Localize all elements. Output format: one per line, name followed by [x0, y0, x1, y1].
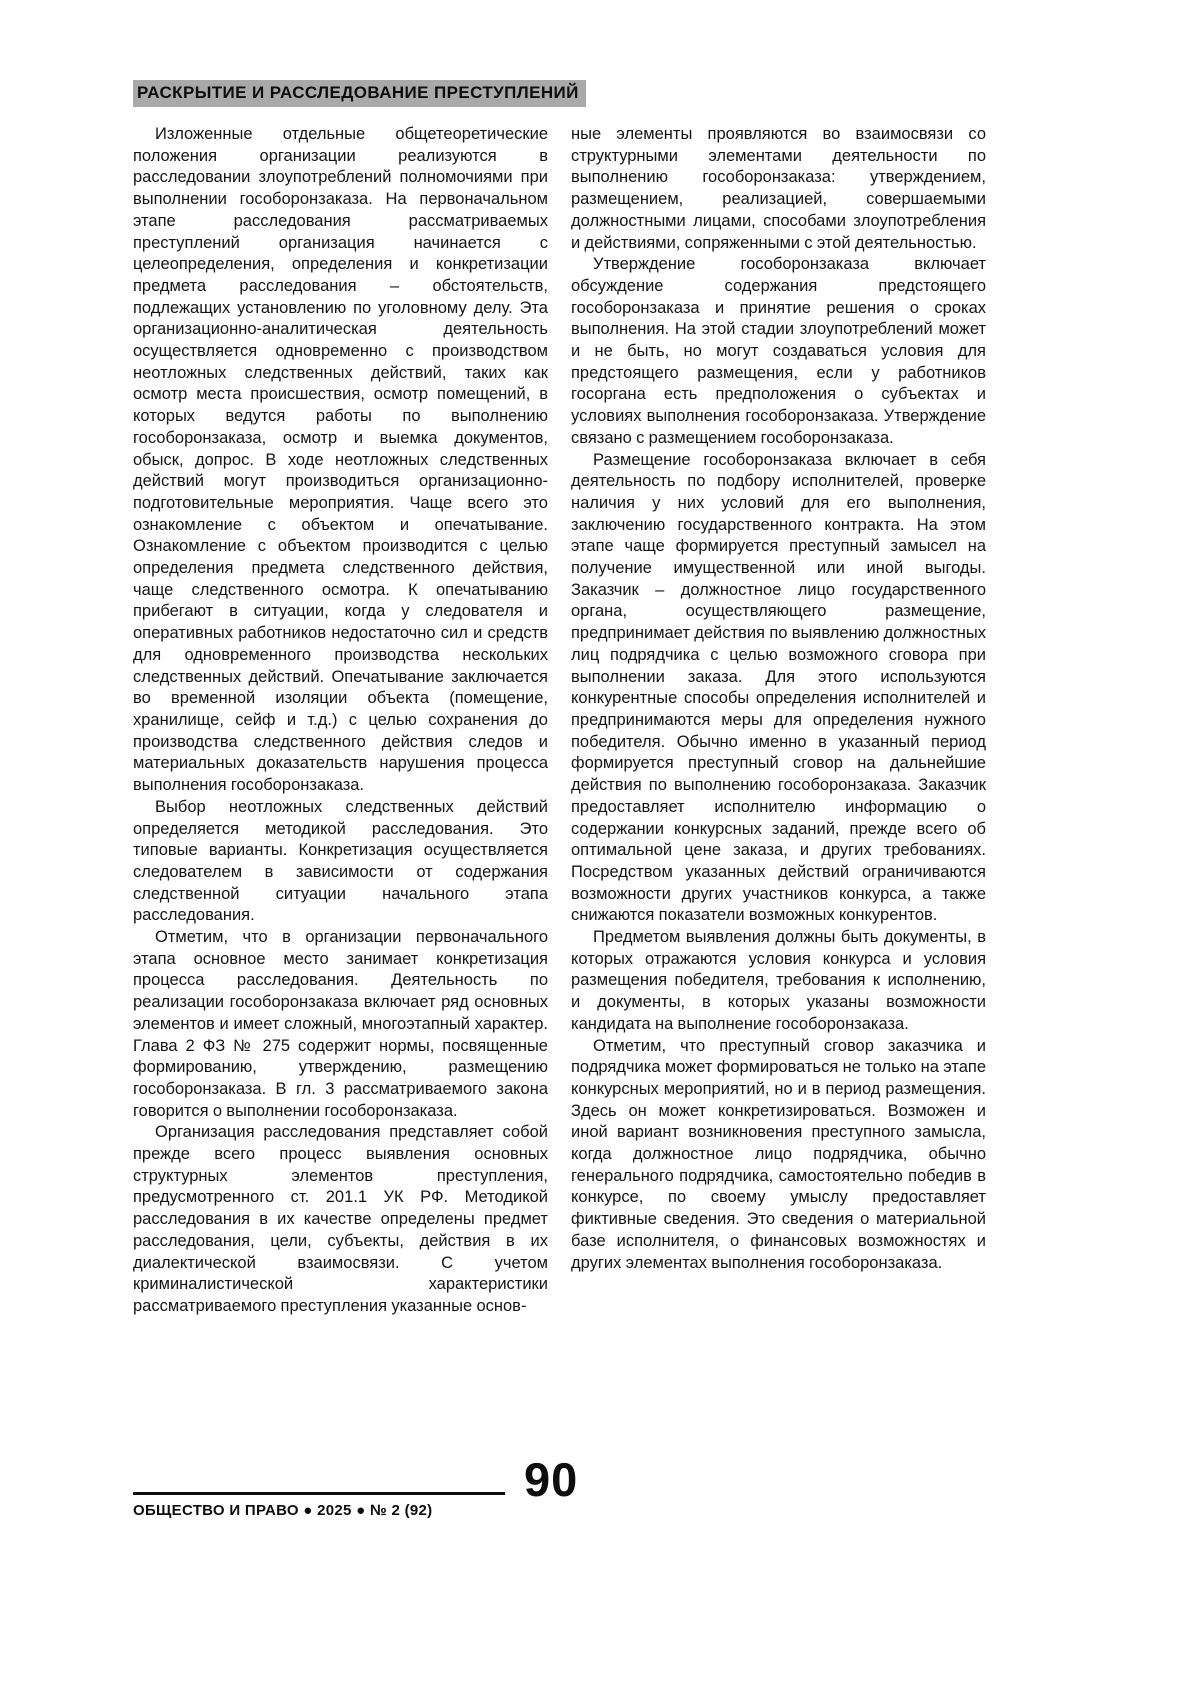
paragraph: Утверждение гособоронзаказа включает обсуждение содержания предстоящего гособоронзаказа и принятие решения о сроках выполнения. На этой стадии злоупотреблений может и не быть, но могут создаваться условия для предстоящего размещения, если у работников госоргана есть предположения о субъектах и условиях выполнения гособоронзаказа. Утверждение связано с размещением гособоронзаказа. — [571, 255, 986, 447]
paragraph: Выбор неотложных следственных действий определяется методикой расследования. Это типовые варианты. Конкретизация осуществляется следователем в зависимости от содержания следственной ситуации начального этапа расследования. — [133, 797, 548, 925]
left-column — [133, 124, 548, 1318]
right-column — [571, 124, 986, 1318]
footer-rule — [133, 1492, 505, 1495]
paragraph: Отметим, что в организации первоначального этапа основное место занимает конкретизация процесса расследования. Деятельность по реализации гособоронзаказа включает ряд основных элементов и имеет сложный, многоэтапный характер. Глава 2 ФЗ № 275 содержит нормы, посвященные формированию, утверждению, размещению гособоронзаказа. В гл. 3 рассматриваемого закона говорится о выполнении гособоронзаказа. — [133, 928, 548, 1120]
page-number: 90 — [524, 1453, 579, 1506]
paragraph: Размещение гособоронзаказа включает в себя деятельность по подбору исполнителей, проверке наличия у них условий для его выполнения, заключению государственного контракта. На этом этапе чаще формируется преступный замысел на получение имущественной или иной выгоды. Заказчик – должностное лицо государственного органа, осуществляющего размещение, предпринимает действия по выявлению должностных лиц подрядчика с целью возможного сговора при выполнении заказа. Для этого используются конкурентные способы определения исполнителей и предпринимаются меры для определения нужного победителя. Обычно именно в указанный период формируется преступный сговор на дальнейшие действия по выполнению гособоронзаказа. Заказчик предоставляет исполнителю информацию о содержании конкурсных заданий, прежде всего об оптимальной цене заказа, и других требованиях. Посредством указанных действий ограничиваются возможности других участников конкурса, а также снижаются показатели возможных конкурентов. — [571, 450, 986, 925]
paragraph: Отметим, что преступный сговор заказчика и подрядчика может формироваться не только на этапе конкурсных мероприятий, но и в период размещения. Здесь он может конкретизироваться. Возможен и иной вариант возникновения преступного замысла, когда должностное лицо подрядчика, обычно генерального подрядчика, самостоятельно победив в конкурсе, по своему умыслу предоставляет фиктивные сведения. Это сведения о материальной базе исполнителя, о финансовых возможностях и других элементах выполнения гособоронзаказа. — [571, 1036, 986, 1272]
article-body — [133, 124, 986, 1318]
paragraph-continuation: ные элементы проявляются во взаимосвязи со структурными элементами деятельности по выполнению гособоронзаказа: утверждением, размещением, реализацией, совершаемыми должностными лицами, способами злоупотребления и действиями, сопряженными с этой деятельностью. — [571, 125, 986, 252]
paragraph: Организация расследования представляет собой прежде всего процесс выявления основных структурных элементов преступления, предусмотренного ст. 201.1 УК РФ. Методикой расследования в их качестве определены предмет расследования, цели, субъекты, действия в их диалектической взаимосвязи. С учетом криминалистической характеристики рассматриваемого преступления указанные основ- — [133, 1123, 548, 1315]
paragraph: Предметом выявления должны быть документы, в которых отражаются условия конкурса и условия размещения победителя, требования к исполнению, и документы, в которых указаны возможности кандидата на выполнение гособоронзаказа. — [571, 928, 986, 1033]
section-header — [133, 80, 586, 107]
section-header-text: РАСКРЫТИЕ И РАССЛЕДОВАНИЕ ПРЕСТУПЛЕНИЙ — [133, 80, 586, 107]
journal-footer: ОБЩЕСТВО И ПРАВО ● 2025 ● № 2 (92) — [133, 1502, 433, 1519]
paragraph: Изложенные отдельные общетеоретические положения организации реализуются в расследовании злоупотреблений полномочиями при выполнении гособоронзаказа. На первоначальном этапе расследования рассматриваемых преступлений организация начинается с целеопределения, определения и конкретизации предмета расследования – обстоятельств, подлежащих установлению по уголовному делу. Эта организационно-аналитическая деятельность осуществляется одновременно с производством неотложных следственных действий, таких как осмотр места происшествия, осмотр помещений, в которых ведутся работы по выполнению гособоронзаказа, осмотр и выемка документов, обыск, допрос. В ходе неотложных следственных действий могут производиться организационно-подготовительные мероприятия. Чаще всего это ознакомление с объектом и опечатывание. Ознакомление с объектом производится с целью определения предмета следственного действия, чаще следственного осмотра. К опечатыванию прибегают в ситуации, когда у следователя и оперативных работников недостаточно сил и средств для одновременного производства нескольких следственных действий. Опечатывание заключается во временной изоляции объекта (помещение, хранилище, сейф и т.д.) с целью сохранения до производства следственного действия следов и материальных доказательств нарушения процесса выполнения гособоронзаказа. — [133, 125, 548, 795]
